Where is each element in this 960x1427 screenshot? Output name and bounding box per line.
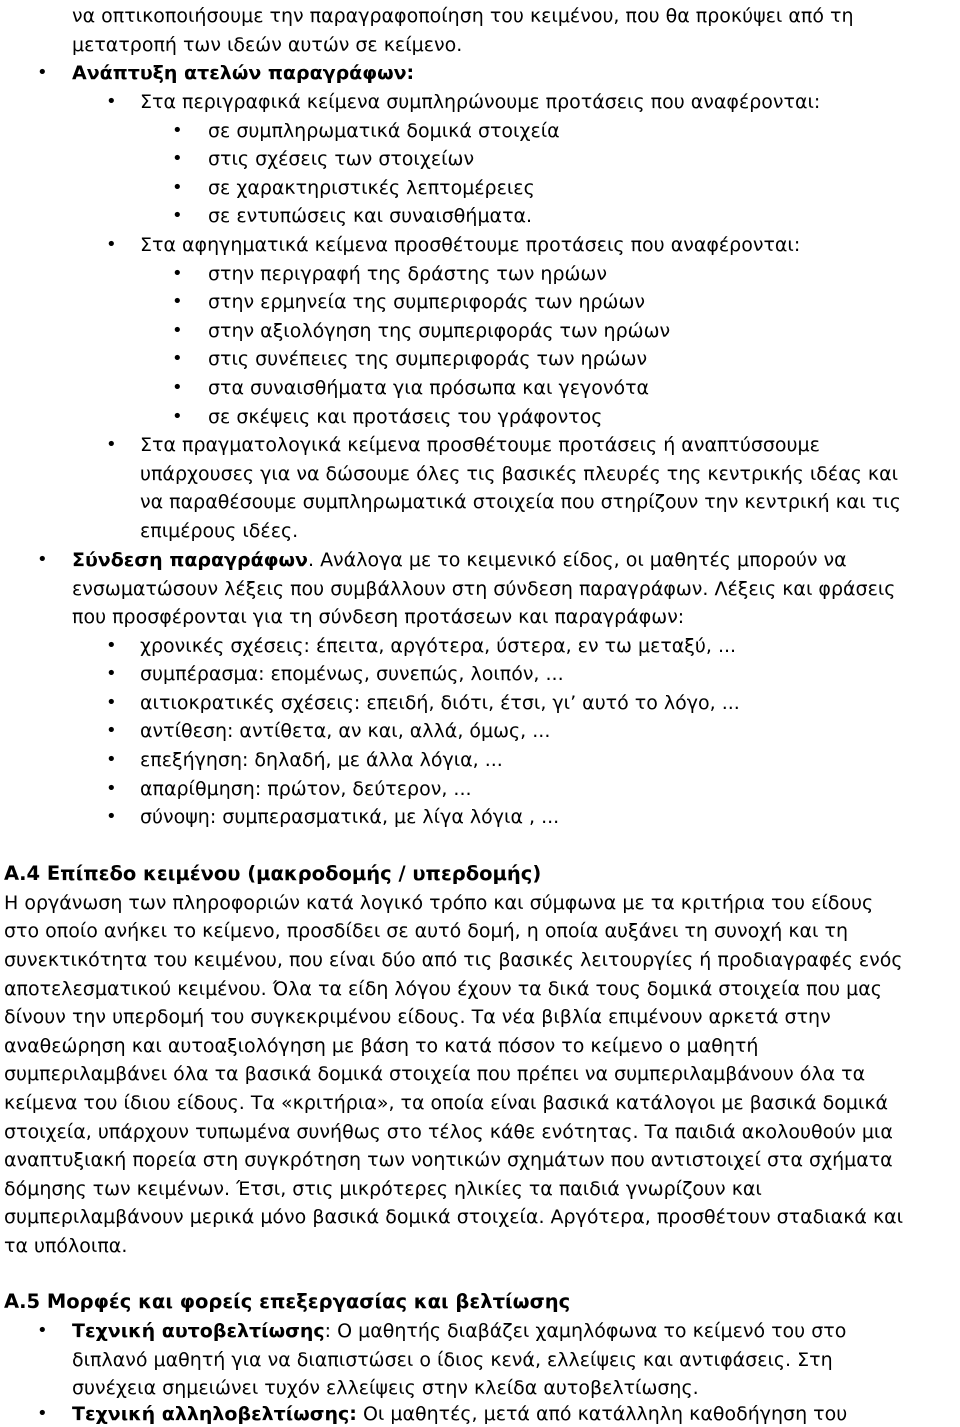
bullet-icon: • bbox=[172, 205, 183, 226]
bullet-icon: • bbox=[172, 291, 183, 312]
bullet-icon: • bbox=[106, 434, 117, 455]
a4-line-4: αποτελεσματικού κειμένου. Όλα τα είδη λόγου έχουν τα δικά τους δομικά στοιχεία που μας bbox=[4, 978, 882, 1000]
linking-heading: Σύνδεση παραγράφων bbox=[72, 549, 308, 571]
a4-line-13: τα υπόλοιπα. bbox=[4, 1235, 128, 1257]
narrative-text: Στα αφηγηματικά κείμενα προσθέτουμε προτάσεις που αναφέρονται: bbox=[140, 234, 801, 256]
list-item: αιτιοκρατικές σχέσεις: επειδή, διότι, έτσι, γι’ αυτό το λόγο, ... bbox=[140, 692, 740, 714]
bullet-icon: • bbox=[106, 720, 117, 741]
bullet-icon: • bbox=[172, 377, 183, 398]
list-item: επεξήγηση: δηλαδή, με άλλα λόγια, ... bbox=[140, 749, 503, 771]
bullet-icon: • bbox=[37, 1403, 48, 1424]
bullet-icon: • bbox=[106, 749, 117, 770]
a4-line-3: συνεκτικότητα του κειμένου, που είναι δύο από τις βασικές λειτουργίες ή προδιαγραφές ενός bbox=[4, 949, 903, 971]
a4-line-9: στοιχεία, υπάρχουν τυπωμένα συνήθως στο τέλος κάθε ενότητας. Τα παιδιά ακολουθούν μια bbox=[4, 1121, 893, 1143]
bullet-icon: • bbox=[106, 806, 117, 827]
list-item: σε συμπληρωματικά δομικά στοιχεία bbox=[208, 120, 560, 142]
bullet-icon: • bbox=[106, 91, 117, 112]
a4-line-5: δίνουν την υπερδομή του συγκεκριμένου είδους. Τα νέα βιβλία επιμένουν αρκετά στην bbox=[4, 1006, 831, 1028]
bullet-icon: • bbox=[37, 1320, 48, 1341]
intro-line-1: να οπτικοποιήσουμε την παραγραφοποίηση του κειμένου, που θα προκύψει από τη bbox=[72, 5, 854, 27]
a4-line-2: στο οποίο ανήκει το κείμενο, προσδίδει σε αυτό δομή, η οποία αυξάνει τη συνοχή και τη bbox=[4, 920, 849, 942]
linking-line-3: που προσφέρονται για τη σύνδεση προτάσεων και παραγράφων: bbox=[72, 606, 685, 628]
list-item: στα συναισθήματα για πρόσωπα και γεγονότα bbox=[208, 377, 650, 399]
bullet-icon: • bbox=[172, 148, 183, 169]
list-item: στις σχέσεις των στοιχείων bbox=[208, 148, 475, 170]
peer-improvement-label: Τεχνική αλληλοβελτίωσης: bbox=[72, 1403, 357, 1425]
self-improvement-line-1 bbox=[72, 1318, 846, 1344]
list-item: σε χαρακτηριστικές λεπτομέρειες bbox=[208, 177, 535, 199]
a4-line-10: αναπτυξιακή πορεία στη συγκρότηση των νοητικών σχημάτων που αντιστοιχεί στα σχήματα bbox=[4, 1149, 893, 1171]
self-improvement-line-2: διπλανό μαθητή για να διαπιστώσει ο ίδιος κενά, ελλείψεις και αντιφάσεις. Στη bbox=[72, 1349, 833, 1371]
bullet-icon: • bbox=[106, 635, 117, 656]
a4-line-12: συμπεριλαμβάνουν μερικά μόνο βασικά δομικά στοιχεία. Αργότερα, προσθέτουν σταδιακά και bbox=[4, 1206, 904, 1228]
bullet-icon: • bbox=[172, 177, 183, 198]
list-item: στην αξιολόγηση της συμπεριφοράς των ηρώων bbox=[208, 320, 671, 342]
linking-line-1-text: . Ανάλογα με το κειμενικό είδος, οι μαθητές μπορούν να bbox=[307, 549, 847, 571]
list-item: χρονικές σχέσεις: έπειτα, αργότερα, ύστερα, εν τω μεταξύ, ... bbox=[140, 635, 737, 657]
bullet-icon: • bbox=[172, 263, 183, 284]
linking-line-1 bbox=[72, 547, 847, 573]
bullet-icon: • bbox=[172, 120, 183, 141]
peer-improvement-line-1 bbox=[72, 1401, 847, 1427]
list-item: στις συνέπειες της συμπεριφοράς των ηρώων bbox=[208, 348, 648, 370]
self-improvement-line-3: συνέχεια σημειώνει τυχόν ελλείψεις στην κλείδα αυτοβελτίωσης. bbox=[72, 1377, 699, 1399]
bullet-icon: • bbox=[106, 778, 117, 799]
a4-line-1: Η οργάνωση των πληροφοριών κατά λογικό τρόπο και σύμφωνα με τα κριτήρια του είδους bbox=[4, 892, 874, 914]
list-item: στην ερμηνεία της συμπεριφοράς των ηρώων bbox=[208, 291, 645, 313]
list-item: αντίθεση: αντίθετα, αν και, αλλά, όμως, ... bbox=[140, 720, 551, 742]
bullet-icon: • bbox=[37, 62, 48, 83]
bullet-icon: • bbox=[106, 663, 117, 684]
list-item: στην περιγραφή της δράστης των ηρώων bbox=[208, 263, 607, 285]
bullet-icon: • bbox=[172, 406, 183, 427]
self-improvement-label: Τεχνική αυτοβελτίωσης bbox=[72, 1320, 325, 1342]
linking-line-2: ενσωματώσουν λέξεις που συμβάλλουν στη σύνδεση παραγράφων. Λέξεις και φράσεις bbox=[72, 578, 896, 600]
a4-line-8: κείμενα του ίδιου είδους. Τα «κριτήρια», τα οποία είναι βασικά κατάλογοι με βασικά δομικά bbox=[4, 1092, 889, 1114]
bullet-icon: • bbox=[172, 320, 183, 341]
bullet-icon: • bbox=[106, 234, 117, 255]
a4-line-6: αναθεώρηση και αυτοαξιολόγηση με βάση το κατά πόσον το κείμενο ο μαθητή bbox=[4, 1035, 759, 1057]
list-item: σε εντυπώσεις και συναισθήματα. bbox=[208, 205, 533, 227]
descriptive-text: Στα περιγραφικά κείμενα συμπληρώνουμε προτάσεις που αναφέρονται: bbox=[140, 91, 821, 113]
bullet-icon: • bbox=[106, 692, 117, 713]
list-item: απαρίθμηση: πρώτον, δεύτερον, ... bbox=[140, 778, 472, 800]
section-a4-heading: Α.4 Επίπεδο κειμένου (μακροδομής / υπερδομής) bbox=[4, 862, 542, 885]
incomplete-paragraphs-heading: Ανάπτυξη ατελών παραγράφων: bbox=[72, 62, 415, 84]
list-item: συμπέρασμα: επομένως, συνεπώς, λοιπόν, ... bbox=[140, 663, 564, 685]
factual-line-4: επιμέρους ιδέες. bbox=[140, 520, 299, 542]
list-item: σύνοψη: συμπερασματικά, με λίγα λόγια , ... bbox=[140, 806, 560, 828]
factual-line-2: υπάρχουσες για να δώσουμε όλες τις βασικές πλευρές της κεντρικής ιδέας και bbox=[140, 463, 899, 485]
factual-line-3: να παραθέσουμε συμπληρωματικά στοιχεία που στηρίζουν την κεντρική και τις bbox=[140, 491, 901, 513]
self-improvement-text: : Ο μαθητής διαβάζει χαμηλόφωνα το κείμενό του στο bbox=[324, 1320, 847, 1342]
peer-improvement-text: Οι μαθητές, μετά από κατάλληλη καθοδήγηση του bbox=[356, 1403, 848, 1425]
a4-line-11: δόμησης των κειμένων. Έτσι, στις μικρότερες ηλικίες τα παιδιά γνωρίζουν και bbox=[4, 1178, 762, 1200]
factual-line-1: Στα πραγματολογικά κείμενα προσθέτουμε προτάσεις ή αναπτύσσουμε bbox=[140, 434, 820, 456]
bullet-icon: • bbox=[172, 348, 183, 369]
a4-line-7: συμπεριλαμβάνει όλα τα βασικά δομικά στοιχεία που πρέπει να συμπεριλαμβάνουν όλα τα bbox=[4, 1063, 866, 1085]
intro-line-2: μετατροπή των ιδεών αυτών σε κείμενο. bbox=[72, 34, 463, 56]
section-a5-heading: Α.5 Μορφές και φορείς επεξεργασίας και βελτίωσης bbox=[4, 1290, 571, 1313]
list-item: σε σκέψεις και προτάσεις του γράφοντος bbox=[208, 406, 603, 428]
bullet-icon: • bbox=[37, 549, 48, 570]
